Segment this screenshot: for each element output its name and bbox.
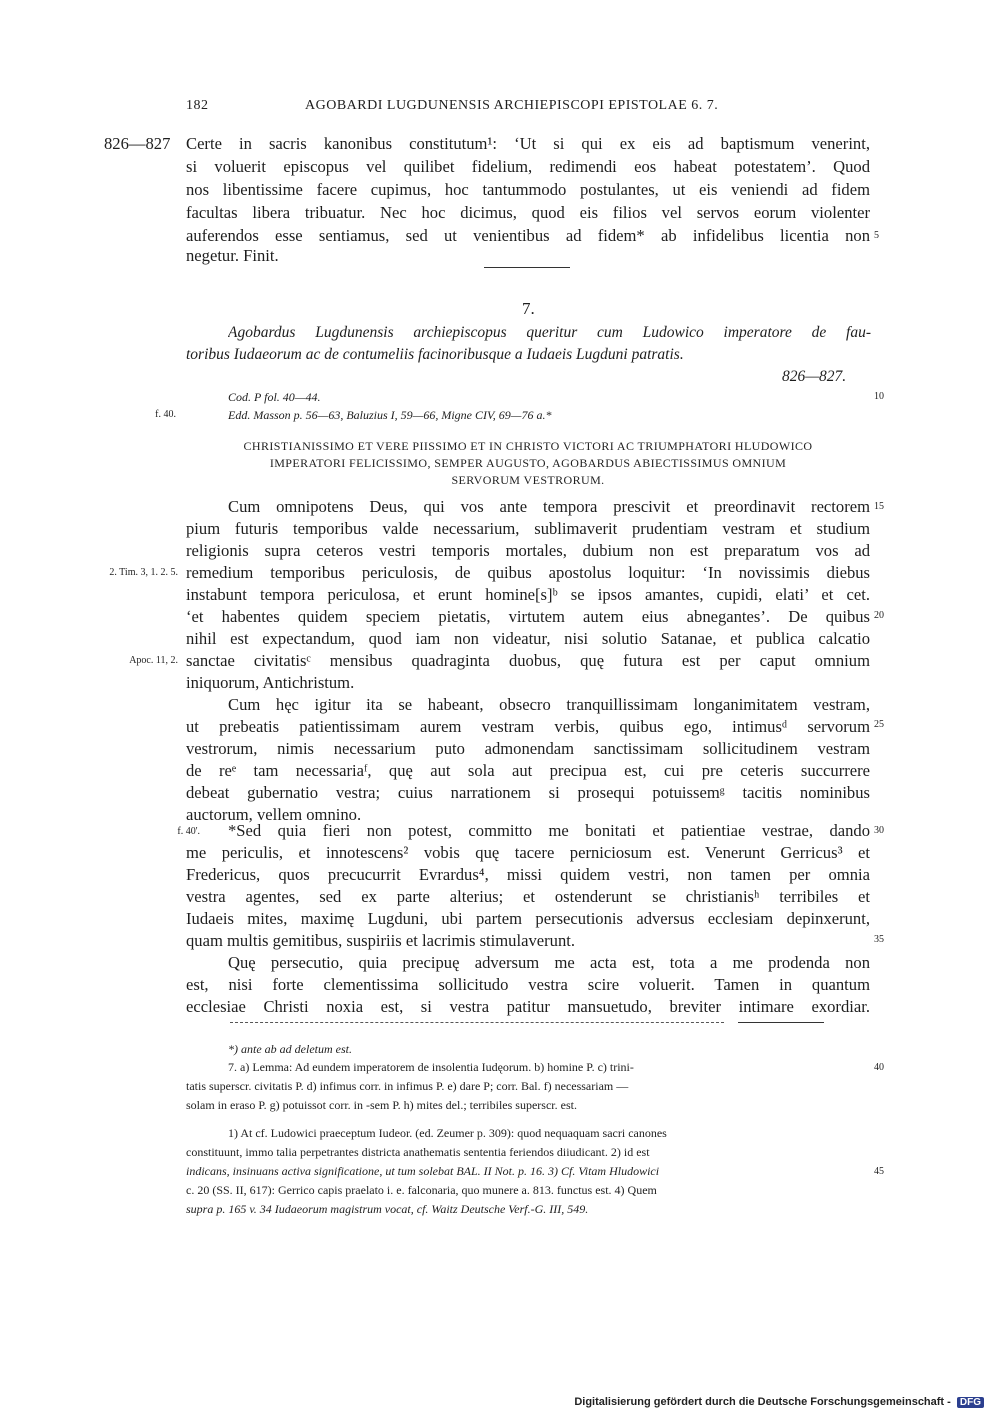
body-line: *Sed quia fieri non potest, committo me bonitati et patientiae vestrae, dando bbox=[228, 821, 870, 840]
summary-date: 826—827. bbox=[782, 368, 847, 385]
body-line: Quę persecutio, quia precipuę adversum me acta est, tota a me prodenda non bbox=[228, 953, 870, 972]
body-line: est, nisi forte clementissima sollicitudo vestra scire voluerit. Tamen in quantum bbox=[186, 975, 870, 994]
apparatus-rule bbox=[230, 1022, 724, 1023]
s6-line-6: negetur. Finit. bbox=[186, 246, 279, 265]
s6-line-5: auferendos esse sentiamus, sed ut venientibus ad fidem* ab infidelibus licentia non bbox=[186, 226, 870, 245]
body-line: sanctae civitatisᶜ mensibus quadraginta duobus, quę futura est per caput omnium bbox=[186, 651, 870, 670]
footnote-line-5: supra p. 165 v. 34 Iudaeorum magistrum vocat, cf. Waitz Deutsche Verf.-G. III, 549. bbox=[186, 1202, 589, 1216]
footnote-line-4: c. 20 (SS. II, 617): Gerrico capis praelato i. e. falconaria, quo munere a. 813. functus est. 4) Quem bbox=[186, 1183, 657, 1197]
footnote-line-3: indicans, insinuans activa significatione, ut tum solebat BAL. II Not. p. 16. 3) Cf. Vitam Hludowici bbox=[186, 1164, 660, 1178]
s6-line-1: Certe in sacris kanonibus constitutum¹: ‘Ut si qui ex eis ad baptismum venerint, bbox=[186, 134, 870, 153]
apparatus-star-note: *) ante ab ad deletum est. bbox=[228, 1042, 352, 1056]
editions-ref: Edd. Masson p. 56—63, Baluzius I, 59—66, Migne CIV, 69—76 a.* bbox=[228, 408, 552, 422]
line-number: 40 bbox=[874, 1062, 884, 1073]
summary-line-1: Agobardus Lugdunensis archiepiscopus queritur cum Ludowico imperatore de fau- bbox=[228, 324, 871, 341]
body-line: nihil est expectandum, quod iam non videatur, nisi solutio Satanae, et publica calcatio bbox=[186, 629, 870, 648]
body-line: auctorum, vellem omnino. bbox=[186, 805, 362, 824]
body-line: Cum omnipotens Deus, qui vos ante tempora prescivit et preordinavit rectorem bbox=[228, 497, 870, 516]
salutation-line-3: SERVORUM VESTRORUM. bbox=[451, 473, 605, 487]
footnote-line-2: constituunt, immo talia perpetrantes districta anathematis sententia feriendos diiudicant. 2) id est bbox=[186, 1145, 650, 1159]
footnote-line-1: 1) At cf. Ludowici praeceptum Iudeor. (ed. Zeumer p. 309): quod nequaquam sacri canones bbox=[228, 1126, 667, 1140]
s6-line-4: facultas libera tribuatur. Nec hoc dicimus, quod eis filios vel servos eorum violenter bbox=[186, 203, 870, 222]
line-number: 5 bbox=[874, 230, 879, 241]
apparatus-line-3: solam in eraso P. g) potuissot corr. in -sem P. h) mites del.; terribiles superscr. est. bbox=[186, 1098, 577, 1112]
s6-line-3: nos libentissime facere cupimus, hoc tantummodo postulantes, ut eis veniendi ad fidem bbox=[186, 180, 870, 199]
line-number: 15 bbox=[874, 501, 884, 512]
s6-line-2: si voluerit episcopus vel quilibet fidelium, redimendi eos habeat potestatem’. Quod bbox=[186, 157, 870, 176]
body-line: vestrorum, nimis necessarium puto admonendam sanctissimam sollicitudinem vestram bbox=[186, 739, 870, 758]
salutation-line-1: CHRISTIANISSIMO ET VERE PIISSIMO ET IN CHRISTO VICTORI AC TRIUMPHATORI HLUDOWICO bbox=[243, 439, 813, 453]
margin-ref-folio: f. 40. bbox=[155, 409, 176, 420]
body-line: iniquorum, Antichristum. bbox=[186, 673, 355, 692]
body-line: ut prebeatis patientissimam aurem vestram verbis, quibus ego, intimusᵈ servorum bbox=[186, 717, 870, 736]
body-line: Iudaeis mites, maximę Lugduni, ubi partem persecutionis adversus ecclesiam depinxerunt, bbox=[186, 909, 870, 928]
body-line: Fredericus, quos precucurrit Evrardus⁴, missi quidem vestri, non tamen per omnia bbox=[186, 865, 870, 884]
body-line: de reᵉ tam necessariaᶠ, quę aut sola aut precipua est, cui pre ceteris succurrere bbox=[186, 761, 870, 780]
page-number: 182 bbox=[186, 98, 209, 113]
line-number: 45 bbox=[874, 1166, 884, 1177]
body-line: ‘et habentes quidem speciem pietatis, virtutem autem eius abnegantes’. De quibus bbox=[186, 607, 870, 626]
margin-ref-apoc: Apoc. 11, 2. bbox=[129, 655, 178, 666]
body-line: instabunt tempora periculosa, et erunt homine[s]ᵇ se ipsos amantes, cupidi, elati’ et cet. bbox=[186, 585, 870, 604]
footer-text: Digitalisierung gefördert durch die Deutsche Forschungsgemeinschaft - bbox=[574, 1396, 951, 1408]
body-line: quam multis gemitibus, suspiriis et lacrimis stimulaverunt. bbox=[186, 931, 575, 950]
body-line: religionis supra ceteros vestri temporis mortales, dubium non est preparatum vos ad bbox=[186, 541, 870, 560]
body-line: Cum hęc igitur ita se habeant, obsecro tranquillissimam longanimitatem vestram, bbox=[228, 695, 870, 714]
body-line: pium futuris temporibus valde necessarium, sublimaverit prudentiam vestram et studium bbox=[186, 519, 870, 538]
margin-ref-folio-verso: f. 40'. bbox=[177, 826, 200, 837]
dfg-logo: DFG bbox=[957, 1397, 984, 1408]
body-line: vestra agentes, sed ex parte alterius; et ostenderunt se christianisʰ terribiles et bbox=[186, 887, 870, 906]
digitization-footer bbox=[574, 1396, 984, 1408]
section-divider bbox=[484, 267, 570, 268]
summary-line-2: toribus Iudaeorum ac de contumeliis facinoribusque a Iudaeis Lugduni patratis. bbox=[186, 346, 684, 363]
margin-ref-tim: 2. Tim. 3, 1. 2. 5. bbox=[109, 567, 178, 578]
apparatus-line-2: tatis superscr. civitatis P. d) infimus corr. in infimus P. e) dare P; corr. Bal. f) necessariam — bbox=[186, 1079, 629, 1093]
apparatus-line-1: 7. a) Lemma: Ad eundem imperatorem de insolentia Iudęorum. b) homine P. c) trini- bbox=[228, 1060, 634, 1074]
running-title: AGOBARDI LUGDUNENSIS ARCHIEPISCOPI EPISTOLAE 6. 7. bbox=[305, 98, 719, 113]
running-header bbox=[0, 98, 1000, 118]
section-number: 7. bbox=[522, 299, 535, 318]
codex-ref: Cod. P fol. 40—44. bbox=[228, 390, 321, 404]
line-number: 10 bbox=[874, 391, 884, 402]
date-margin: 826—827 bbox=[104, 134, 171, 153]
body-line: ecclesiae Christi noxia est, si vestra patitur mansuetudo, breviter intimare exordiar. bbox=[186, 997, 870, 1016]
salutation-line-2: IMPERATORI FELICISSIMO, SEMPER AUGUSTO, AGOBARDUS ABIECTISSIMUS OMNIUM bbox=[269, 456, 787, 470]
line-number: 35 bbox=[874, 934, 884, 945]
body-line: remedium temporibus periculosis, de quibus apostolus loquitur: ‘In novissimis diebus bbox=[186, 563, 870, 582]
line-number: 25 bbox=[874, 719, 884, 730]
line-number: 30 bbox=[874, 825, 884, 836]
body-line: me periculis, et innotescens² vobis quę tacere perniciosum est. Venerunt Gerricus³ et bbox=[186, 843, 870, 862]
line-number: 20 bbox=[874, 610, 884, 621]
apparatus-rule-end bbox=[738, 1022, 824, 1023]
body-line: debeat gubernatio vestra; cuius narrationem si prosequi potuissemᵍ tacitis nominibus bbox=[186, 783, 870, 802]
